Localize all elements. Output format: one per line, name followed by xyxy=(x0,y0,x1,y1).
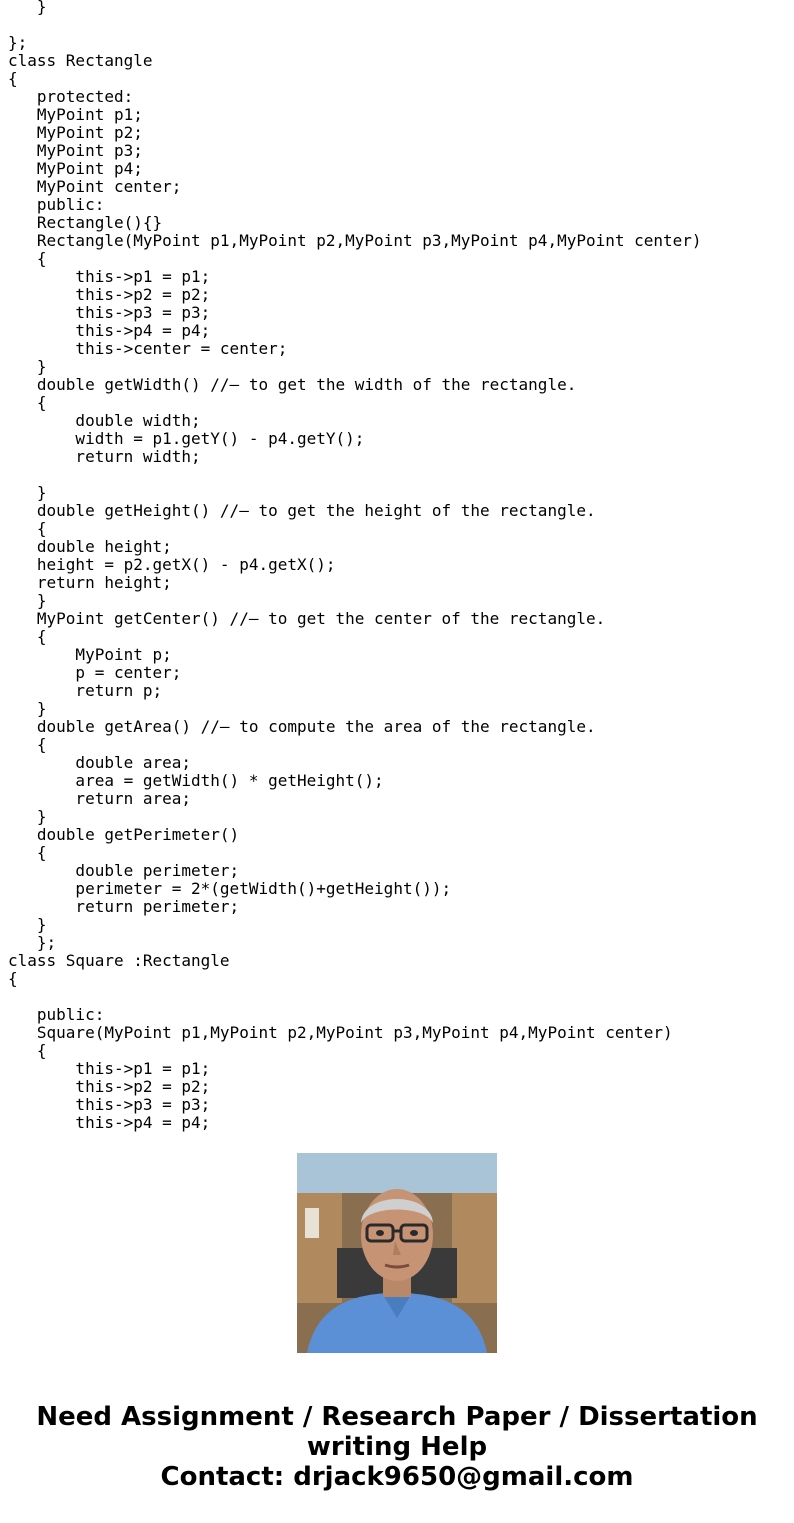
code-line: { xyxy=(8,519,47,538)
code-line: return area; xyxy=(8,789,192,808)
code-line: this->p4 = p4; xyxy=(8,321,211,340)
code-line: } xyxy=(8,699,47,718)
code-line: MyPoint p2; xyxy=(8,123,143,142)
promo-banner xyxy=(0,1402,794,1492)
code-line: this->p3 = p3; xyxy=(8,1095,211,1114)
promo-contact: Contact: drjack9650@gmail.com xyxy=(160,1462,634,1492)
code-line: double getHeight() //– to get the height of the rectangle. xyxy=(8,501,596,520)
code-line: double area; xyxy=(8,753,192,772)
code-line: } xyxy=(8,915,47,934)
code-line xyxy=(8,988,788,1006)
code-line: class Rectangle xyxy=(8,51,153,70)
code-line: this->p2 = p2; xyxy=(8,1077,211,1096)
code-line: double getWidth() //– to get the width of the rectangle. xyxy=(8,375,577,394)
code-line: { xyxy=(8,249,47,268)
promo-line-1: Need Assignment / Research Paper / Dissertation xyxy=(36,1402,758,1432)
code-line: public: xyxy=(8,195,105,214)
code-line: this->p1 = p1; xyxy=(8,1059,211,1078)
code-line: { xyxy=(8,1041,47,1060)
code-line: public: xyxy=(8,1005,105,1024)
code-line: { xyxy=(8,969,18,988)
code-line: Rectangle(){} xyxy=(8,213,163,232)
code-line: perimeter = 2*(getWidth()+getHeight()); xyxy=(8,879,452,898)
code-line: { xyxy=(8,627,47,646)
code-line: this->center = center; xyxy=(8,339,288,358)
code-line: double perimeter; xyxy=(8,861,240,880)
code-line: } xyxy=(8,591,47,610)
portrait-photo-icon xyxy=(297,1153,497,1353)
code-line: width = p1.getY() - p4.getY(); xyxy=(8,429,365,448)
code-line: Rectangle(MyPoint p1,MyPoint p2,MyPoint p3,MyPoint p4,MyPoint center) xyxy=(8,231,702,250)
code-line: p = center; xyxy=(8,663,182,682)
code-line: this->p1 = p1; xyxy=(8,267,211,286)
code-line: MyPoint p3; xyxy=(8,141,143,160)
code-line: } xyxy=(8,807,47,826)
code-listing xyxy=(8,0,788,1132)
avatar xyxy=(297,1153,497,1353)
code-line: protected: xyxy=(8,87,134,106)
code-line: area = getWidth() * getHeight(); xyxy=(8,771,384,790)
code-line: { xyxy=(8,69,18,88)
code-line: MyPoint getCenter() //– to get the center of the rectangle. xyxy=(8,609,606,628)
code-line: height = p2.getX() - p4.getX(); xyxy=(8,555,336,574)
code-line: { xyxy=(8,735,47,754)
code-line: { xyxy=(8,843,47,862)
code-line: double height; xyxy=(8,537,172,556)
code-line: double getPerimeter() xyxy=(8,825,240,844)
code-line: } xyxy=(8,483,47,502)
code-line: double getArea() //– to compute the area of the rectangle. xyxy=(8,717,596,736)
code-line: }; xyxy=(8,933,57,952)
code-line xyxy=(8,16,788,34)
code-line: }; xyxy=(8,33,28,52)
code-line: } xyxy=(8,357,47,376)
code-line: MyPoint p; xyxy=(8,645,172,664)
code-line: MyPoint p1; xyxy=(8,105,143,124)
code-line: this->p3 = p3; xyxy=(8,303,211,322)
code-line: this->p2 = p2; xyxy=(8,285,211,304)
code-line: return height; xyxy=(8,573,172,592)
code-line: double width; xyxy=(8,411,201,430)
code-line: return perimeter; xyxy=(8,897,240,916)
code-line: class Square :Rectangle xyxy=(8,951,230,970)
code-line: } xyxy=(8,0,47,16)
promo-line-2: writing Help xyxy=(306,1432,488,1462)
code-line: { xyxy=(8,393,47,412)
code-line: return width; xyxy=(8,447,201,466)
code-line: Square(MyPoint p1,MyPoint p2,MyPoint p3,MyPoint p4,MyPoint center) xyxy=(8,1023,673,1042)
code-line: MyPoint p4; xyxy=(8,159,143,178)
code-line: this->p4 = p4; xyxy=(8,1113,211,1132)
code-line: MyPoint center; xyxy=(8,177,182,196)
code-line xyxy=(8,466,788,484)
code-line: return p; xyxy=(8,681,163,700)
